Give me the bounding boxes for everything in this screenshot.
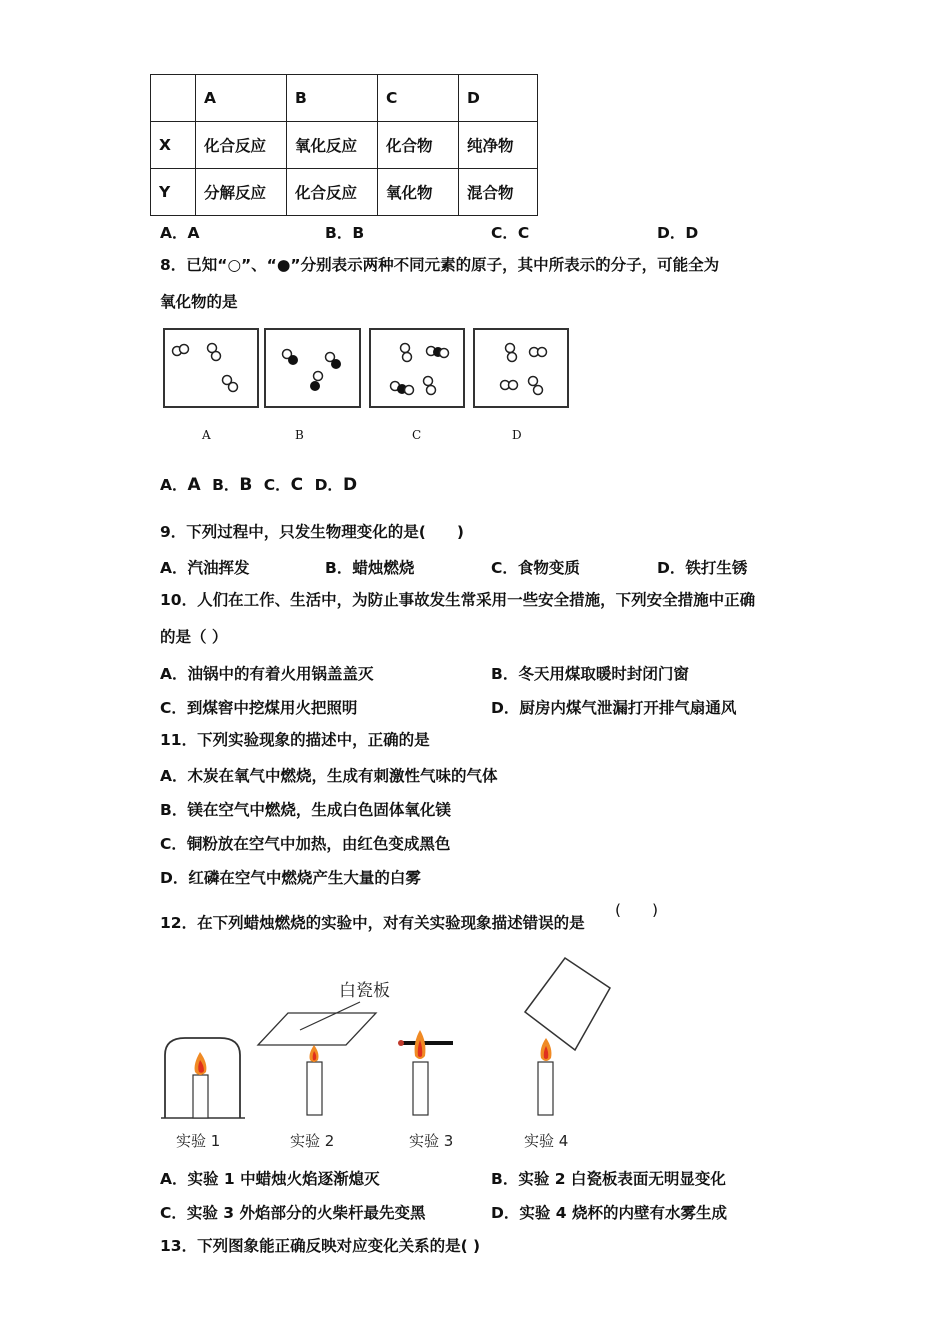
option-value: A xyxy=(187,475,201,495)
table-cell: B xyxy=(287,75,378,122)
q9-option-b[interactable]: B．蜡烛燃烧 xyxy=(325,559,415,577)
q11-stem: 11．下列实验现象的描述中，正确的是 xyxy=(160,731,430,749)
q9-option-c[interactable]: C．食物变质 xyxy=(491,559,580,577)
q8-options xyxy=(160,473,357,495)
table-cell: 混合物 xyxy=(459,169,538,216)
table-cell: 氧化物 xyxy=(378,169,459,216)
q7-option-d[interactable]: D．D xyxy=(657,224,699,242)
table-header-row xyxy=(151,75,538,122)
option-prefix: B． xyxy=(212,476,240,494)
option-value: D xyxy=(342,475,358,495)
q7-option-c[interactable]: C．C xyxy=(491,224,530,242)
q13-stem: 13．下列图象能正确反映对应变化关系的是( ) xyxy=(160,1237,481,1255)
molecule-label-d: D xyxy=(512,428,522,442)
experiment-3-label: 实验 3 xyxy=(409,1132,454,1150)
molecule-label-c: C xyxy=(412,428,422,442)
q11-option-c[interactable]: C．铜粉放在空气中加热，由红色变成黑色 xyxy=(160,835,451,853)
option-value: B xyxy=(239,475,253,495)
white-plate-label: 白瓷板 xyxy=(339,981,390,1001)
molecule-box-b xyxy=(265,329,360,407)
q12-option-c[interactable]: C．实验 3 外焰部分的火柴杆最先变黑 xyxy=(160,1204,426,1222)
table-cell: D xyxy=(459,75,538,122)
q11-option-d[interactable]: D．红磷在空气中燃烧产生大量的白雾 xyxy=(160,869,421,887)
experiment-4-label: 实验 4 xyxy=(524,1132,569,1150)
q10-option-a[interactable]: A．油锅中的有着火用锅盖盖灭 xyxy=(160,665,374,683)
table-row xyxy=(151,169,538,216)
q9-stem: 9．下列过程中，只发生物理变化的是( ) xyxy=(160,523,464,541)
table-cell: 化合反应 xyxy=(196,122,287,169)
table-cell: X xyxy=(151,122,196,169)
option-prefix: A． xyxy=(160,476,188,494)
q12-option-d[interactable]: D．实验 4 烧杯的内壁有水雾生成 xyxy=(491,1204,727,1222)
q10-option-c[interactable]: C．到煤窖中挖煤用火把照明 xyxy=(160,699,358,717)
q11-option-b[interactable]: B．镁在空气中燃烧，生成白色固体氧化镁 xyxy=(160,801,451,819)
molecule-box-a xyxy=(164,329,258,407)
q12-option-a[interactable]: A．实验 1 中蜡烛火焰逐渐熄灭 xyxy=(160,1170,380,1188)
q9-option-d[interactable]: D．铁打生锈 xyxy=(657,559,748,577)
table-cell: 化合反应 xyxy=(287,169,378,216)
q8-option-a[interactable] xyxy=(160,476,201,494)
experiment-1-label: 实验 1 xyxy=(176,1132,221,1150)
experiment-4-beaker xyxy=(525,958,610,1115)
experiment-2-plate xyxy=(258,1002,376,1115)
table-cell xyxy=(151,75,196,122)
q8-option-c[interactable] xyxy=(264,476,303,494)
q12-stem: 12．在下列蜡烛燃烧的实验中，对有关实验现象描述错误的是 xyxy=(160,914,585,932)
q7-option-b[interactable]: B．B xyxy=(325,224,365,242)
q12-option-b[interactable]: B．实验 2 白瓷板表面无明显变化 xyxy=(491,1170,726,1188)
option-value: C xyxy=(290,475,304,495)
molecule-box-d xyxy=(474,329,568,407)
q11-option-a[interactable]: A．木炭在氧气中燃烧，生成有刺激性气味的气体 xyxy=(160,767,498,785)
molecule-label-a: A xyxy=(202,428,211,442)
experiment-1-jar xyxy=(161,1038,245,1118)
table-cell: 纯净物 xyxy=(459,122,538,169)
table-cell: A xyxy=(196,75,287,122)
q10-stem-line1: 10．人们在工作、生活中，为防止事故发生常采用一些安全措施，下列安全措施中正确 xyxy=(160,591,756,609)
q10-option-b[interactable]: B．冬天用煤取暖时封闭门窗 xyxy=(491,665,689,683)
table-cell: Y xyxy=(151,169,196,216)
q8-stem-line2: 氧化物的是 xyxy=(160,293,238,311)
option-prefix: D． xyxy=(314,476,343,494)
experiment-3-match xyxy=(398,1030,453,1115)
table-cell: C xyxy=(378,75,459,122)
classification-table xyxy=(150,74,538,216)
table-cell: 分解反应 xyxy=(196,169,287,216)
option-prefix: C． xyxy=(263,476,291,494)
table-row xyxy=(151,122,538,169)
table-cell: 氧化反应 xyxy=(287,122,378,169)
molecule-diagrams xyxy=(160,326,575,416)
q8-option-b[interactable] xyxy=(212,476,252,494)
q10-option-d[interactable]: D．厨房内煤气泄漏打开排气扇通风 xyxy=(491,699,737,717)
experiment-2-label: 实验 2 xyxy=(290,1132,335,1150)
q9-option-a[interactable]: A．汽油挥发 xyxy=(160,559,250,577)
molecule-box-c xyxy=(370,329,464,407)
q8-stem-line1: 8．已知“○”、“●”分别表示两种不同元素的原子，其中所表示的分子，可能全为 xyxy=(160,256,720,274)
molecule-label-b: B xyxy=(295,428,304,442)
table-cell: 化合物 xyxy=(378,122,459,169)
q12-paren: ( ) xyxy=(615,901,659,919)
q8-option-d[interactable] xyxy=(315,476,358,494)
q10-stem-line2: 的是（ ） xyxy=(160,628,228,646)
q7-option-a[interactable]: A．A xyxy=(160,224,200,242)
candle-experiments-figure xyxy=(155,950,625,1125)
